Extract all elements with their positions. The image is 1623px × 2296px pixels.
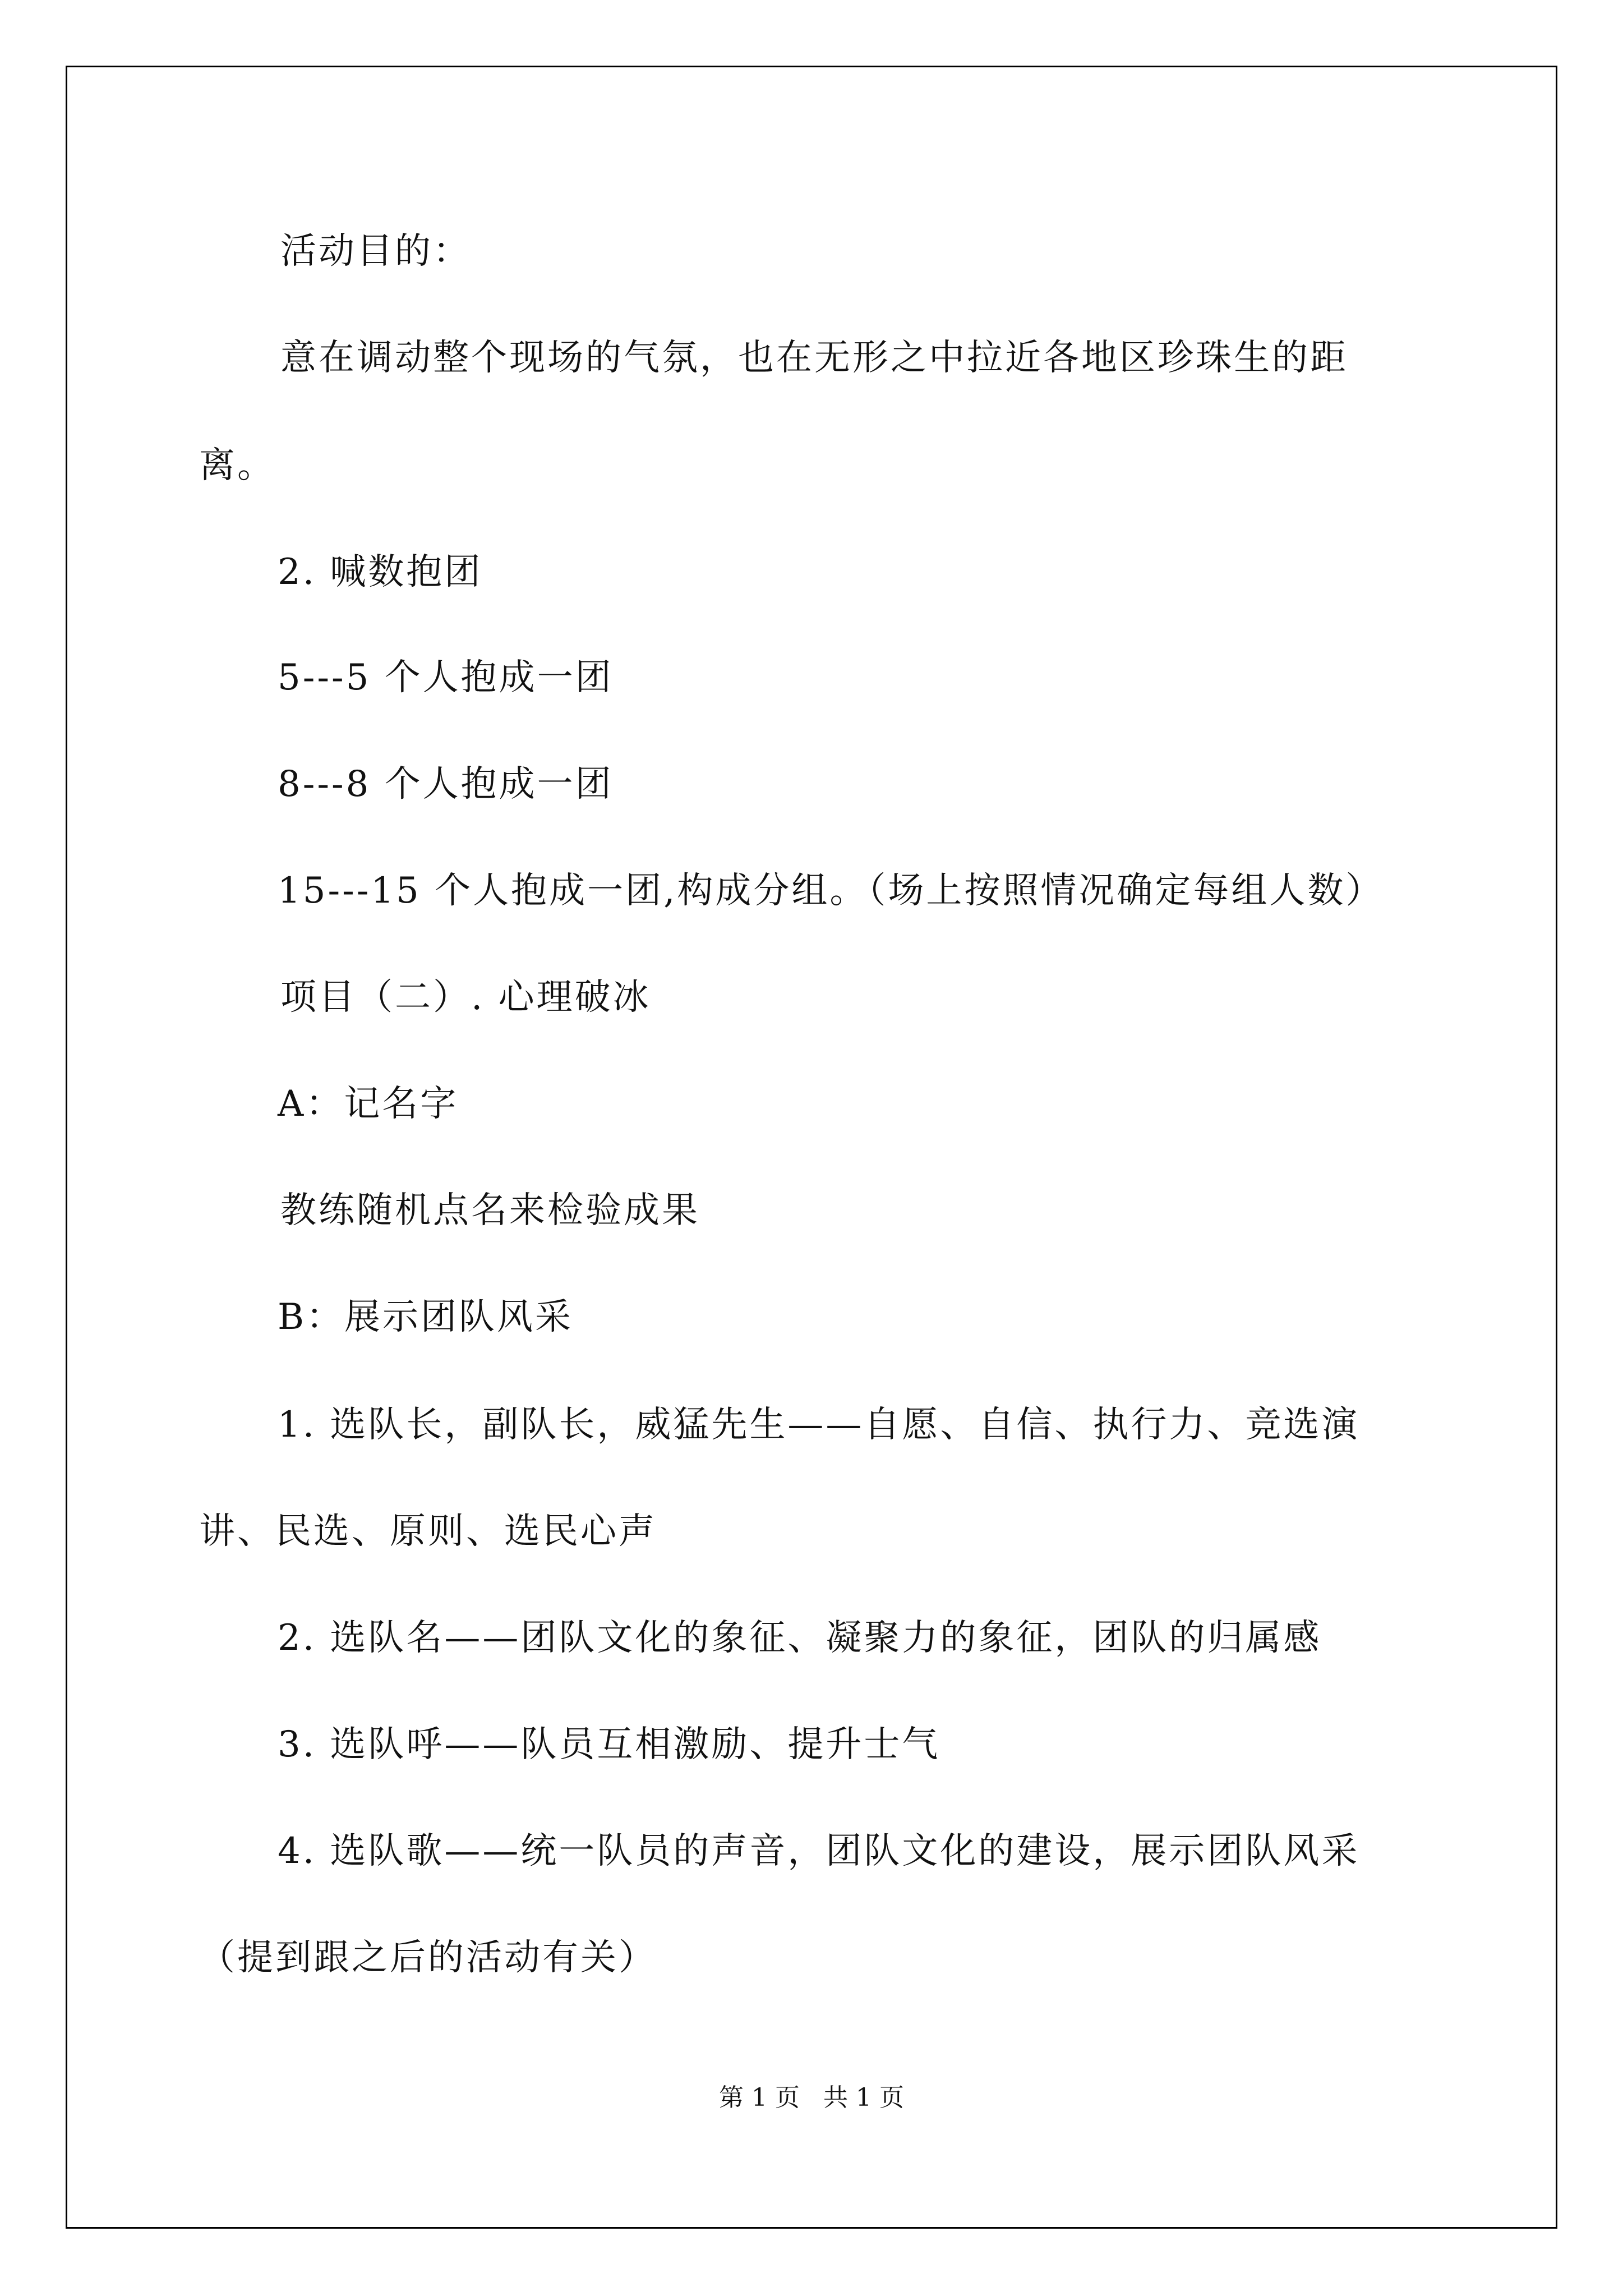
paragraph-line: 讲、民选、原则、选民心声 (199, 1511, 657, 1552)
paragraph-line: 5---5 个人抱成一团 (278, 657, 614, 698)
paragraph-line: 15---15 个人抱成一团,构成分组。（场上按照情况确定每组人数） (278, 870, 1384, 912)
paragraph-line: 3. 选队呼——队员互相激励、提升士气 (278, 1724, 940, 1765)
paragraph-line: 意在调动整个现场的气氛，也在无形之中拉近各地区珍珠生的距 (280, 337, 1348, 379)
paragraph-line: B：展示团队风采 (278, 1296, 574, 1338)
paragraph-line: A：记名字 (278, 1083, 459, 1125)
page-border (66, 66, 1557, 2229)
paragraph-line: 1. 选队长，副队长，威猛先生——自愿、自信、执行力、竞选演 (278, 1404, 1360, 1446)
paragraph-line: （提到跟之后的活动有关） (199, 1937, 657, 1978)
paragraph-line: 2. 选队名——团队文化的象征、凝聚力的象征，团队的归属感 (278, 1617, 1322, 1659)
paragraph-line: 活动目的： (280, 231, 471, 272)
paragraph-line: 8---8 个人抱成一团 (278, 763, 614, 805)
paragraph-line: 离。 (199, 445, 275, 486)
page-footer: 第 1 页 共 1 页 (719, 2083, 904, 2112)
paragraph-line: 4. 选队歌——统一队员的声音，团队文化的建设，展示团队风采 (278, 1830, 1360, 1872)
paragraph-line: 2. 喊数抱团 (278, 551, 483, 593)
paragraph-line: 项目（二）. 心理破冰 (280, 977, 651, 1018)
paragraph-line: 教练随机点名来检验成果 (280, 1190, 700, 1231)
